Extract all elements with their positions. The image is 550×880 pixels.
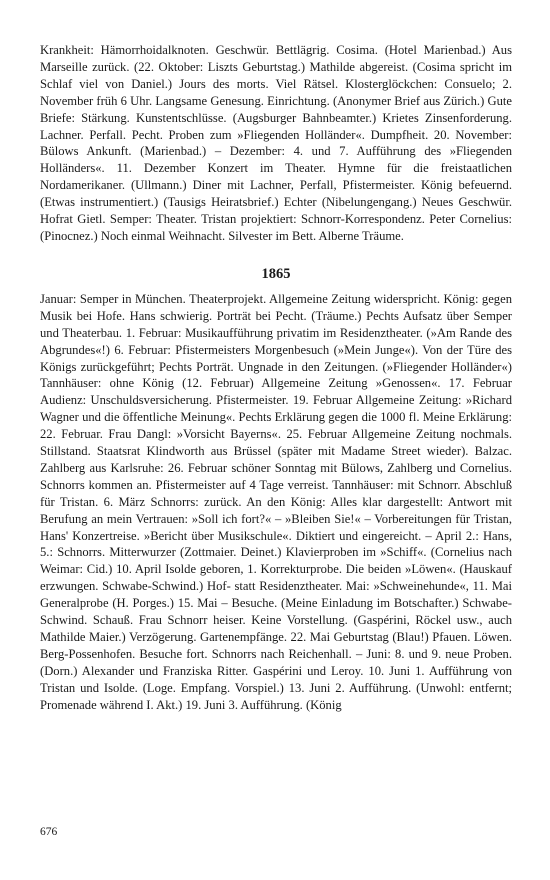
paragraph-1864-entries: Krankheit: Hämorrhoidalknoten. Geschwür. Bettlägrig. Cosima. (Hotel Marienbad.) Aus Marseille zurück. (22. Oktober: Liszts Geburtstag.) Mathilde abgereist. (Cosima spricht im Schlaf viel von Daniel.) Jours des morts. Viel Rätsel. Klosterglöckchen: Consuelo; 2. November früh 6 Uhr. Langsame Genesung. Einrichtung. (Anonymer Brief aus Zürich.) Gute Briefe: Stärkung. Kunstentschlüsse. (Augsburger Bahnbeamter.) Krietes Zinsenforderung. Lachner. Perfall. Pecht. Proben zum »Fliegenden Holländer«. Dumpfheit. 20. November: Bülows Ankunft. (Marienbad.) – Dezember: 4. und 7. Aufführung des »Fliegenden Holländers«. 11. Dezember Konzert im Theater. Hymne für die freistaatlichen Nordamerikaner. (Ullmann.) Diner mit Lachner, Perfall, Pfistermeister. König befeuernd. (Etwas instrumentiert.) (Tausigs Heiratsbrief.) Echter (Nibelungengang.) Neues Geschwür. Hofrat Gietl. Semper: Theater. Tristan projektiert: Schnorr-Korrespondenz. Peter Cornelius: (Pinocnez.) Noch einmal Weihnacht. Silvester im Bett. Alberne Träume. [40,43,512,243]
book-page [40,42,512,714]
paragraph-1865-entries: Januar: Semper in München. Theaterprojekt. Allgemeine Zeitung widerspricht. König: gegen Musik bei Hofe. Hans schwierig. Porträt bei Pecht. (Träume.) Pechts Aufsatz über Semper und Theaterbau. 1. Februar: Musikaufführung privatim im Residenztheater. (»Am Rande des Abgrundes«!) 6. Februar: Pfistermeisters Morgenbesuch (»Mein Junge«). Von der Türe des Königs zurückgeführt; Pechts Porträt. Ungnade in den Zeitungen. (»Fliegender Holländer«) Tannhäuser: ohne König (12. Februar) Allgemeine Zeitung »Genossen«. 17. Februar Audienz: Unschuldsversicherung. Pfistermeister. 19. Februar Allgemeine Zeitung: »Richard Wagner und die öffentliche Meinung«. Pechts Erklärung gegen die 1000 fl. Meine Erklärung: 22. Februar. Frau Dangl: »Vorsicht Bayerns«. 25. Februar Allgemeine Zeitung nochmals. Stillstand. Staatsrat Klindworth aus Brüssel (später mit Madame Street wieder). Balzac. Zahlberg aus Karlsruhe: 26. Februar schöner Sonntag mit Bülows, Zahlberg und Cornelius. Schnorrs kommen an. Pfistermeister auf 4 Tage verreist. Tannhäuser: mit Schnorr. Abschluß für Tristan. 6. März Schnorrs: zurück. An den König: Alles klar dargestellt: Antwort mit Berufung an mein Vertrauen: »Soll ich fort?« – »Bleiben Sie!« – Vorbereitungen für Tristan, Hans' Konzertreise. »Bericht über Musikschule«. Diktiert und eingereicht. – April 2.: Hans, 5.: Schnorrs. Mitterwurzer (Zottmaier. Deinet.) Klavierproben im »Schiff«. (Cornelius nach Weimar: Cid.) 10. April Isolde geboren, 1. Korrekturprobe. Die beiden »Löwen«. (Hauskauf erzwungen. Schwabe-Schwind.) Hof- statt Residenztheater. Mai: »Schweinehunde«, 11. Mai Generalprobe (H. Porges.) 15. Mai – Besuche. (Meine Einladung im Botschafter.) Schwabe-Schwind. Schauß. Frau Schnorr heiser. Keine Vorstellung. (Gaspérini, Röckel usw., auch Mathilde Maier.) Verzögerung. Gartenempfänge. 22. Mai Geburtstag (Blau!) Pfauen. Löwen. Berg-Possenhofen. Besuche fort. Schnorrs nach Reichenhall. – Juni: 8. und 9. neue Proben. (Dorn.) Alexander und Franziska Ritter. Gaspérini und Leroy. 10. Juni 1. Aufführung von Tristan und Isolde. (Loge. Empfang. Vorspiel.) 13. Juni 2. Aufführung. (Unwohl: entfernt; Promenade während I. Akt.) 19. Juni 3. Aufführung. (König [40,291,512,712]
year-heading: 1865 [261,265,291,282]
page-number: 676 [40,826,58,838]
